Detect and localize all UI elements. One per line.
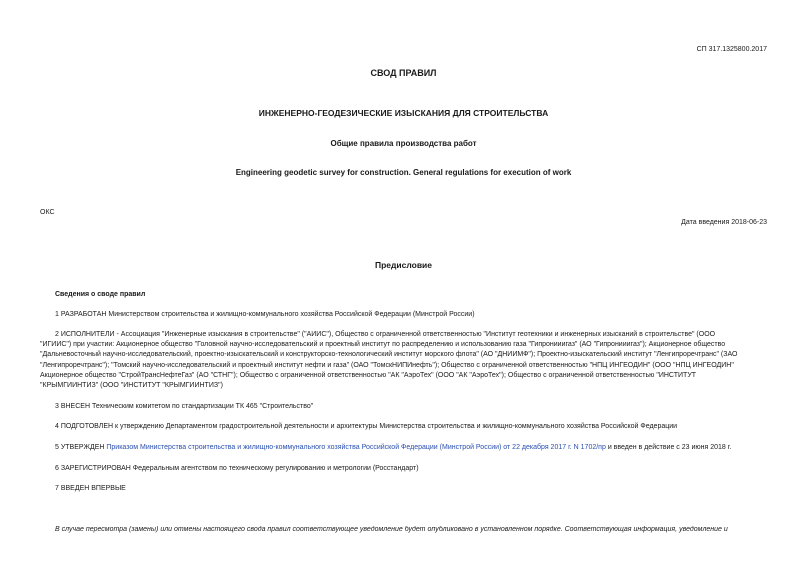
item-2-line: "КРЫМГИИНТИЗ" (ООО "ИНСТИТУТ "КРЫМГИИНТИЗ") bbox=[40, 382, 223, 390]
item-2-line: "Ленгипроречтранс"); "Томский научно-исследовательский и проектный институт нефти и газа" (ОАО "ТомскНИПИнефть"); Общество с ограниченной ответственностью "НПЦ ИНГЕОДИН" (ООО "НПЦ ИНГЕОДИН" bbox=[40, 361, 734, 369]
approval-order-link[interactable]: Приказом Министерства строительства и жилищно-коммунального хозяйства Российской Федерации (Минстрой России) от 22 декабря 2017 г. N 1702/пр bbox=[106, 444, 606, 451]
main-title: СВОД ПРАВИЛ bbox=[370, 68, 437, 78]
item-2-contractors bbox=[40, 330, 780, 391]
item-6-registered: 6 ЗАРЕГИСТРИРОВАН Федеральным агентством по техническому регулированию и метрологии (Росстандарт) bbox=[55, 465, 419, 472]
item-2-line: 2 ИСПОЛНИТЕЛИ - Ассоциация "Инженерные изыскания в строительстве" ("АИИС"), Общество с ограниченной ответственностью "Институт геотехники и инженерных изысканий в строительстве" (ООО bbox=[55, 331, 716, 338]
item-4-prepared: 4 ПОДГОТОВЛЕН к утверждению Департаментом градостроительной деятельности и архитектуры Министерства строительства и жилищно-коммунального хозяйства Российской Федерации bbox=[55, 423, 678, 430]
item-1-developed: 1 РАЗРАБОТАН Министерством строительства и жилищно-коммунального хозяйства Российской Федерации (Минстрой России) bbox=[55, 311, 475, 318]
item-5-prefix: 5 УТВЕРЖДЕН bbox=[55, 444, 107, 451]
document-subtitle: Общие правила производства работ bbox=[330, 139, 477, 148]
item-5-suffix: и введен в действие с 23 июня 2018 г. bbox=[605, 444, 732, 451]
item-7-introduced-first: 7 ВВЕДЕН ВПЕРВЫЕ bbox=[55, 485, 126, 492]
document-title: ИНЖЕНЕРНО-ГЕОДЕЗИЧЕСКИЕ ИЗЫСКАНИЯ ДЛЯ СТРОИТЕЛЬСТВА bbox=[258, 108, 549, 118]
intro-date: Дата введения 2018-06-23 bbox=[681, 219, 767, 226]
info-heading: Сведения о своде правил bbox=[55, 291, 146, 298]
item-2-line: "ИГИИС") при участии: Акционерное общество "Головной научно-исследовательский и проектный институт по распределению и использованию газа "Гипронииигаз" (АО "Гипронииигаз"); Акционерное общество bbox=[40, 341, 726, 349]
preface-heading: Предисловие bbox=[374, 260, 433, 270]
oks-code: ОКС bbox=[40, 209, 55, 216]
item-2-line: "Дальневосточный научно-исследовательский, проектно-изыскательский и конструкторско-технологический институт морского флота" (АО "ДНИИМФ"); Проектно-изыскательский институт "Ленгипроречтранс" (ЗАО bbox=[40, 351, 738, 359]
document-code: СП 317.1325800.2017 bbox=[696, 46, 767, 53]
item-3-introduced: 3 ВНЕСЕН Техническим комитетом по стандартизации ТК 465 "Строительство" bbox=[55, 403, 314, 410]
item-2-line: Акционерное общество "СтройТрансНефтеГаз" (АО "СТНГ"); Общество с ограниченной ответственностью "АК "АэроТех" (ООО "АК "АэроТех"); Общество с ограниченной ответственностью "ИНСТИТУТ bbox=[40, 371, 697, 379]
revision-note: В случае пересмотра (замены) или отмены настоящего свода правил соответствующее уведомление будет опубликовано в установленном порядке. Соответствующая информация, уведомление и bbox=[55, 526, 728, 533]
item-5-approved bbox=[55, 444, 731, 451]
english-title: Engineering geodetic survey for construction. General regulations for execution of work bbox=[235, 168, 572, 177]
